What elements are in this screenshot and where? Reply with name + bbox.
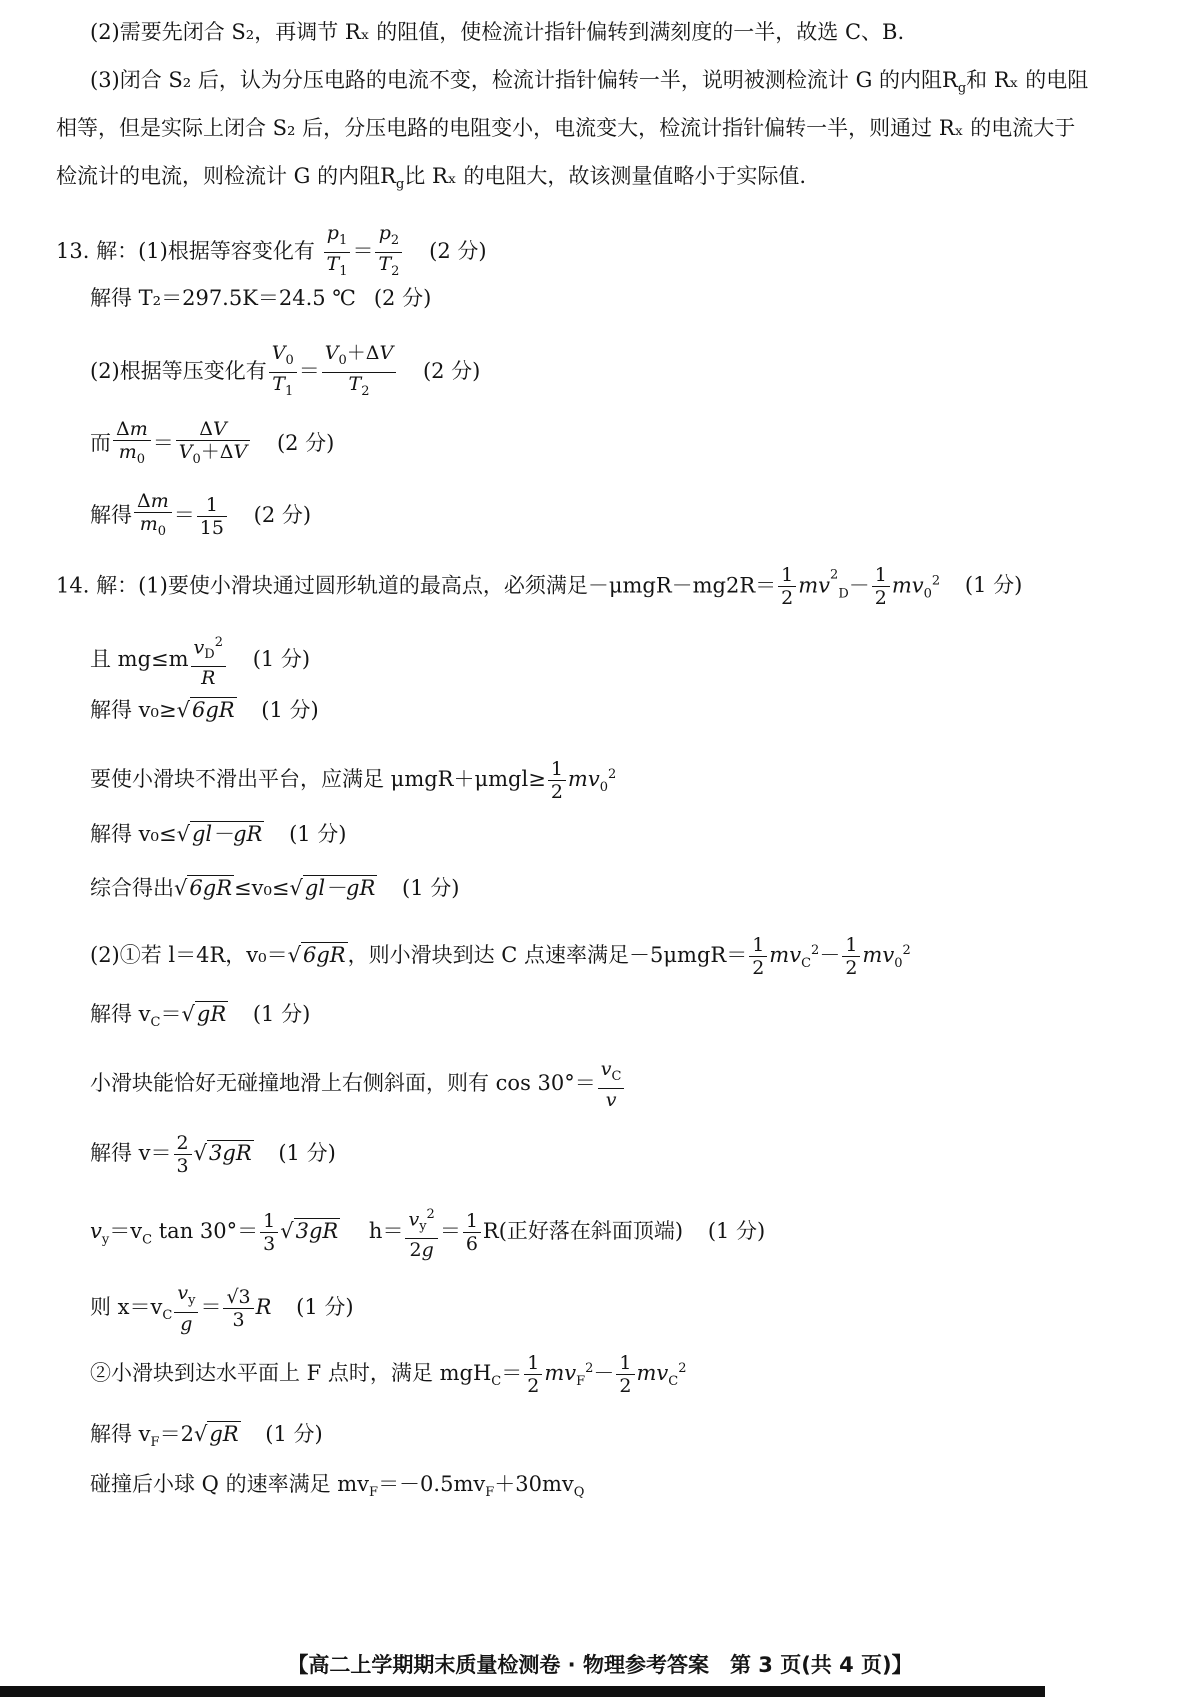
q14-line-14: 解得 $v_F=2√gR$ (1 分) [90,1422,323,1451]
q14-line-11: $v_y=v_C$ tan 30°＝ $\frac{1}{3}$ √3gR h＝ $\frac{v_y^2}{2g}$ ＝ $\frac{1}{6}$ R(正好落在斜面顶端) (1 分) [90,1204,765,1261]
score: (1 分) [252,1002,311,1026]
q14-line-1: 14. 解：(1)要使小滑块通过圆形轨道的最高点，必须满足－μmgR－mg2R＝ $\frac{1}{2}$ $mv^{^2}_D-$ $\frac{1}{2}$ $mv_0^2$ (1 分) [56,564,1023,610]
q14-line-5: 解得 v₀≤√gl－gR (1 分) [90,822,347,846]
sqrt: √6gR [174,876,233,900]
q14-line-10: 解得 v＝ $\frac{2}{3}$ √3gR (1 分) [90,1132,336,1177]
fraction: $\frac{\Delta m}{m_0}$ [134,490,172,543]
fraction: $\frac{1}{2}$ [778,564,796,609]
q14-line-13: ②小滑块到达水平面上 F 点时，满足 mgH$_C$＝ $\frac{1}{2}$ $mv_F^2-$ $\frac{1}{2}$ $mv_C^2$ [90,1352,687,1397]
q14-line-2: 且 mg≤m $\frac{v_D^2}{R}$ (1 分) [90,632,310,689]
fraction: $\frac{v_C}{v}$ [598,1058,625,1111]
q13-line-4: 而 $\frac{\Delta m}{m_0}$ ＝ $\frac{\Delta V}{V_0+\Delta V}$ (2 分) [90,418,334,471]
sqrt: √gl－gR [289,876,376,900]
q14-line-8: 解得 $v_C=√gR$ (1 分) [90,1002,311,1031]
q14-line-3: 解得 v₀≥√6gR (1 分) [90,698,319,722]
q13-line-2: 解得 T₂＝297.5K＝24.5 ℃ (2 分) [90,286,432,310]
fraction: $\frac{v_y}{g}$ [174,1282,198,1335]
q14-line-7: (2)①若 l＝4R，v₀＝√6gR，则小滑块到达 C 点速率满足－5μmgR＝ $\frac{1}{2}$ $mv_C^2-$ $\frac{1}{2}$ $mv_0^2$ [90,934,911,979]
sqrt: √gR [181,1002,227,1026]
q14-line-12: 则 $x=v_C$ $\frac{v_y}{g}$ ＝ $\frac{√3}{3}$ R (1 分) [90,1282,354,1335]
q14-line-15: 碰撞后小球 Q 的速率满足 $mv_F=-0.5mv_F+30mv_Q$ [90,1472,585,1501]
score: (1 分) [265,1422,323,1446]
fraction: $\frac{\Delta m}{m_0}$ [113,418,151,471]
fraction: $\frac{1}{2}$ [842,934,860,979]
sqrt: √gR [193,1422,239,1446]
fraction: $\frac{V_0}{T_1}$ [269,342,297,403]
score: (2 分) [276,430,335,455]
fraction: $\frac{1}{2}$ [524,1352,542,1397]
fraction: $\frac{2}{3}$ [174,1132,192,1177]
sqrt: √3gR [280,1219,339,1244]
score: (1 分) [278,1141,336,1165]
fraction: $\frac{v_y^2}{2g}$ [405,1204,437,1261]
score: (1 分) [252,647,311,672]
q14-line-6: 综合得出√6gR≤v₀≤√gl－gR (1 分) [90,876,460,900]
fraction: $\frac{p_2}{T_2}$ [375,222,402,283]
fraction: $\frac{1}{2}$ [749,934,767,979]
fraction: $\frac{v_D^2}{R}$ [191,632,226,689]
fraction: $\frac{1}{2}$ [872,564,890,609]
page-footer: 【高二上学期期末质量检测卷 · 物理参考答案 第 3 页(共 4 页)】 [287,1653,913,1677]
fraction: $\frac{√3}{3}$ [223,1286,253,1331]
fraction: $\frac{1}{2}$ [548,758,566,803]
text-line: (2)需要先闭合 S₂，再调节 Rₓ 的阻值，使检流计指针偏转到满刻度的一半，故选 C、B. [90,20,905,44]
score: (2 分) [422,358,481,383]
fraction: $\frac{1}{6}$ [463,1210,481,1255]
score: (1 分) [289,822,347,846]
q14-line-4: 要使小滑块不滑出平台，应满足 μmgR＋μmgl≥ $\frac{1}{2}$ $mv_0^2$ [90,758,617,803]
fraction: $\frac{1}{3}$ [260,1210,278,1255]
score: (2 分) [373,286,432,310]
score: (1 分) [402,876,460,900]
fraction: $\frac{1}{15}$ [197,494,227,539]
sqrt: √3gR [193,1141,252,1165]
q13-line-5: 解得 $\frac{\Delta m}{m_0}$ ＝ $\frac{1}{15}$ (2 分) [90,490,311,543]
score: (2 分) [253,502,312,527]
q14-line-9: 小滑块能恰好无碰撞地滑上右侧斜面，则有 cos 30°＝ $\frac{v_C}{v}$ [90,1058,626,1111]
q13-line-3: (2)根据等压变化有 $\frac{V_0}{T_1}$ ＝ $\frac{V_0+\Delta V}{T_2}$ (2 分) [90,342,480,403]
fraction: $\frac{V_0+\Delta V}{T_2}$ [322,342,396,403]
text-line: 检流计的电流，则检流计 G 的内阻$R_g$比 Rₓ 的电阻大，故该测量值略小于实际值. [56,164,807,193]
sqrt: √6gR [176,698,235,722]
score: (1 分) [707,1219,766,1244]
score: (1 分) [261,698,319,722]
q13-line-1: 13. 解：(1)根据等容变化有 $\frac{p_1}{T_1}$ ＝ $\frac{p_2}{T_2}$ (2 分) [56,222,487,283]
sqrt: √6gR [287,943,346,967]
fraction: $\frac{1}{2}$ [616,1352,634,1397]
score: (2 分) [429,238,487,263]
scan-edge-bar [0,1686,1045,1697]
text-line: (3)闭合 S₂ 后，认为分压电路的电流不变，检流计指针偏转一半，说明被测检流计 G 的内阻$R_g$和 Rₓ 的电阻 [90,68,1089,97]
sqrt: √gl－gR [176,822,263,846]
score: (1 分) [296,1294,354,1319]
score: (1 分) [964,573,1023,598]
fraction: $\frac{p_1}{T_1}$ [324,222,351,283]
fraction: $\frac{\Delta V}{V_0+\Delta V}$ [176,418,250,471]
text-line: 相等，但是实际上闭合 S₂ 后，分压电路的电阻变小，电流变大，检流计指针偏转一半，则通过 Rₓ 的电流大于 [56,116,1076,140]
